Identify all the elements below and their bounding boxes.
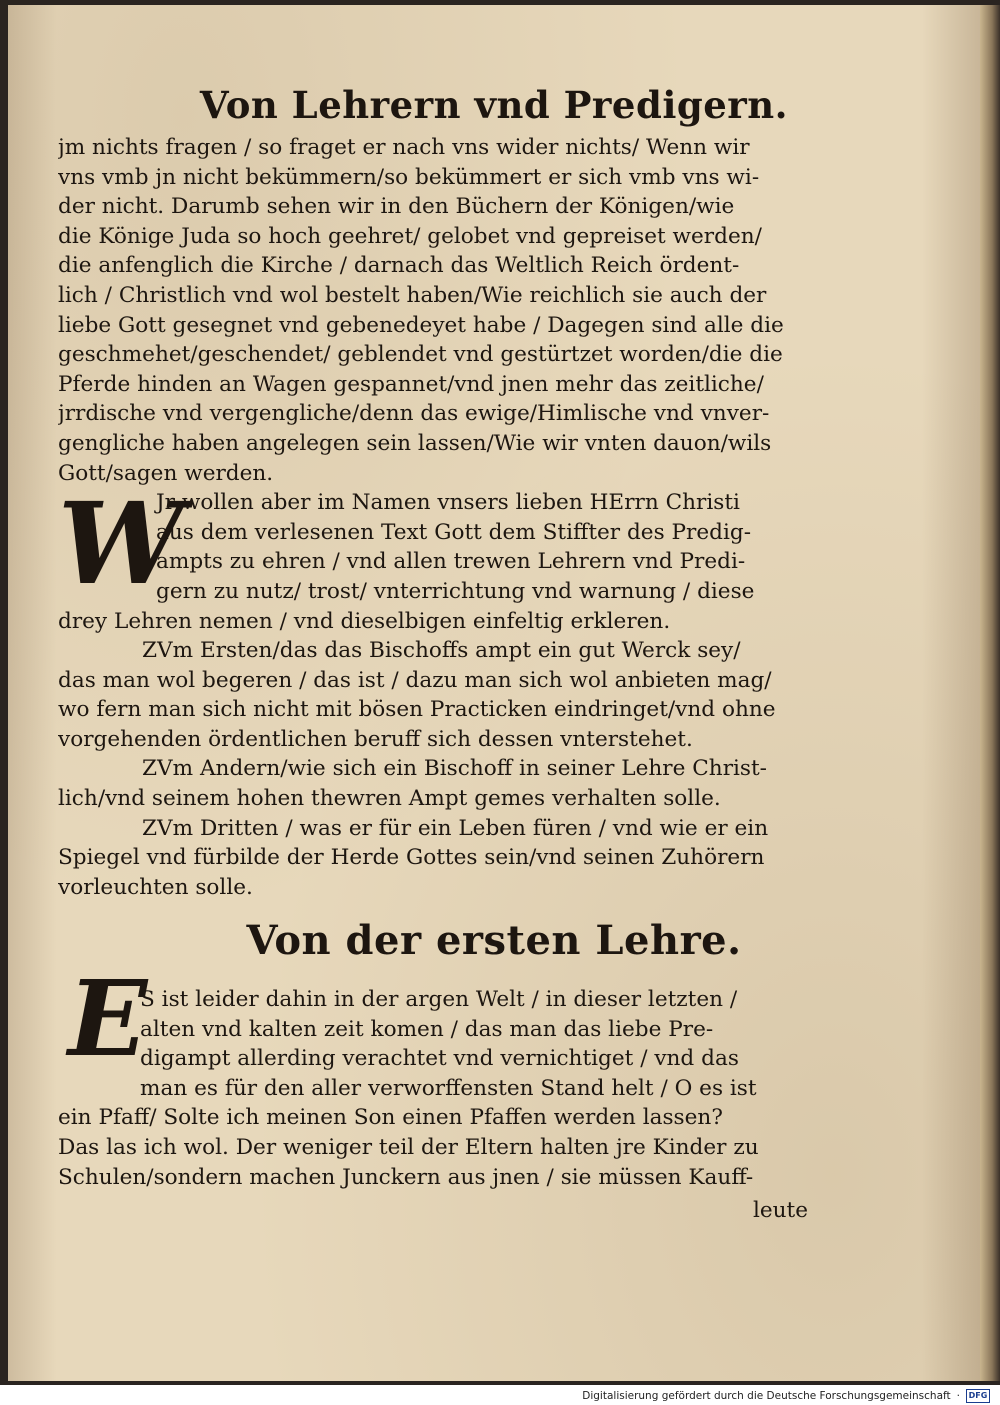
text-line: S ist leider dahin in der argen Welt / in dieser letzten / xyxy=(140,987,738,1012)
text-line: aus dem verlesenen Text Gott dem Stiffter des Predig- xyxy=(156,519,751,545)
text-line: lich/vnd seinem hohen thewren Ampt gemes verhalten solle. xyxy=(58,786,721,812)
text-line: der nicht. Darumb sehen wir in den Büchern der Königen/wie xyxy=(58,194,735,220)
text-line: ZVm Dritten / was er für ein Leben füren / vnd wie er ein xyxy=(142,815,769,841)
initial-letter-w: W xyxy=(58,479,184,611)
text-line: Schulen/sondern machen Junckern aus jnen / sie müssen Kauff- xyxy=(58,1164,754,1190)
text-line: ein Pfaff/ Solte ich meinen Son einen Pfaffen werden lassen? xyxy=(58,1105,723,1131)
paragraph-1 xyxy=(58,133,802,488)
text-line: das man wol begeren / das ist / dazu man sich wol anbieten mag/ xyxy=(58,667,772,693)
credit-separator: · xyxy=(956,1390,960,1402)
text-line: drey Lehren nemen / vnd dieselbigen einfeltig erkleren. xyxy=(58,608,671,634)
dfg-logo-icon: DFG xyxy=(966,1389,990,1403)
initial-letter-e: E xyxy=(68,957,148,1080)
text-line: man es für den aller verworffensten Stand helt / O es ist xyxy=(140,1075,757,1101)
text-line: die Könige Juda so hoch geehret/ gelobet vnd gepreiset werden/ xyxy=(58,223,762,249)
text-line: Gott/sagen werden. xyxy=(58,460,274,486)
paragraph-6 xyxy=(58,985,802,1192)
body-text-upper xyxy=(58,133,802,902)
section-heading: Von der ersten Lehre. xyxy=(246,917,742,964)
text-line: gengliche haben angelegen sein lassen/Wie wir vnten dauon/wils xyxy=(58,430,772,456)
paragraph-5 xyxy=(58,814,802,903)
text-line: jm nichts fragen / so fraget er nach vns wider nichts/ Wenn wir xyxy=(58,135,750,160)
catchword: leute xyxy=(752,1198,808,1223)
text-line: alten vnd kalten zeit komen / das man das liebe Pre- xyxy=(140,1016,714,1042)
text-line: geschmehet/geschendet/ geblendet vnd gestürtzet worden/die die xyxy=(58,342,783,368)
text-line: Das las ich wol. Der weniger teil der Eltern halten jre Kinder zu xyxy=(58,1134,759,1160)
credit-text: Digitalisierung gefördert durch die Deutsche Forschungsgemeinschaft xyxy=(582,1390,951,1402)
text-line: vorgehenden ördentlichen beruff sich dessen vnterstehet. xyxy=(58,726,693,752)
text-line: ampts zu ehren / vnd allen trewen Lehrern vnd Predi- xyxy=(156,549,746,575)
text-line: wo fern man sich nicht mit bösen Practicken eindringet/vnd ohne xyxy=(58,697,776,723)
text-line: ZVm Andern/wie sich ein Bischoff in seiner Lehre Christ- xyxy=(142,756,767,782)
text-line: liebe Gott gesegnet vnd gebenedeyet habe / Dagegen sind alle die xyxy=(58,312,784,338)
text-line: die anfenglich die Kirche / darnach das Weltlich Reich ördent- xyxy=(58,253,740,279)
running-head: Von Lehrern vnd Predigern. xyxy=(199,83,789,127)
text-line: jrrdische vnd vergengliche/denn das ewige/Himlische vnd vnver- xyxy=(58,401,770,427)
paragraph-3 xyxy=(58,636,802,754)
text-line: vns vmb jn nicht bekümmern/so bekümmert er sich vmb vns wi- xyxy=(58,164,760,190)
text-line: digampt allerding verachtet vnd vernichtiget / vnd das xyxy=(140,1046,739,1072)
book-page xyxy=(8,5,980,1381)
text-line: gern zu nutz/ trost/ vnterrichtung vnd warnung / diese xyxy=(156,578,755,604)
page-edge xyxy=(980,5,1000,1381)
paragraph-4 xyxy=(58,754,802,813)
digitization-credit xyxy=(582,1389,990,1403)
text-line: ZVm Ersten/das das Bischoffs ampt ein gut Werck sey/ xyxy=(142,638,741,664)
paragraph-2 xyxy=(58,479,802,636)
text-line: vorleuchten solle. xyxy=(58,874,253,900)
text-line: lich / Christlich vnd wol bestelt haben/Wie reichlich sie auch der xyxy=(58,282,767,308)
text-line: Jr wollen aber im Namen vnsers lieben HErrn Christi xyxy=(156,490,740,516)
text-line: Pferde hinden an Wagen gespannet/vnd jnen mehr das zeitliche/ xyxy=(58,371,764,397)
text-line: Spiegel vnd fürbilde der Herde Gottes sein/vnd seinen Zuhörern xyxy=(58,845,765,871)
